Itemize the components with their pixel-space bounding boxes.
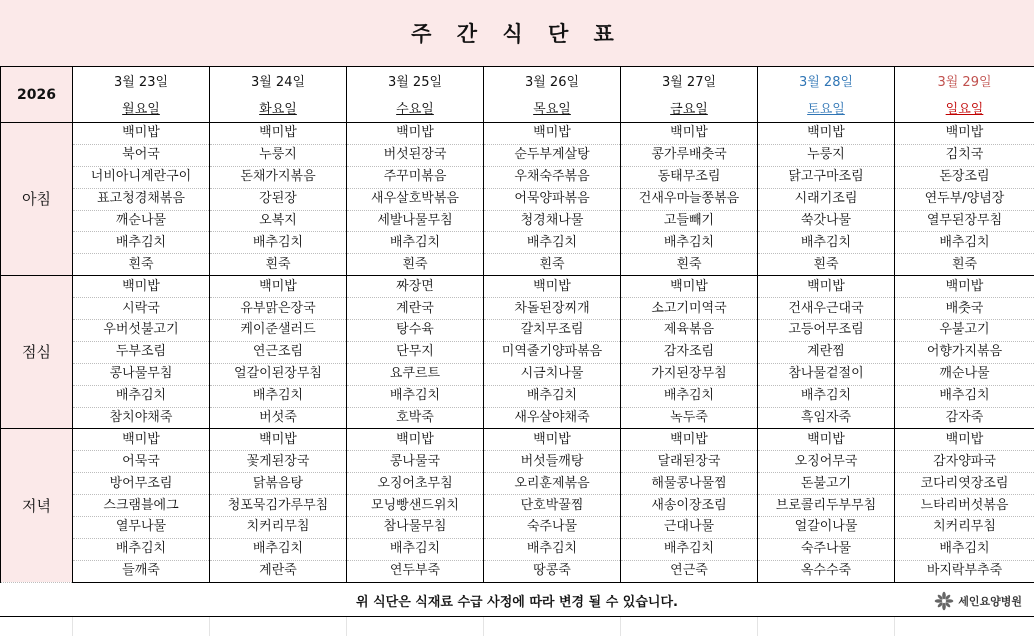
- menu-row: [1, 254, 1034, 276]
- menu-cell: 달래된장국: [621, 451, 758, 473]
- menu-row: [1, 385, 1034, 407]
- menu-cell: 유부맑은장국: [210, 298, 347, 320]
- menu-cell: 백미밥: [621, 123, 758, 145]
- menu-cell: 계란죽: [210, 560, 347, 582]
- menu-cell: 시락국: [73, 298, 210, 320]
- menu-cell: 순두부계살탕: [484, 144, 621, 166]
- weekday-header-row: [1, 99, 1034, 123]
- menu-cell: 세발나물무침: [347, 210, 484, 232]
- menu-cell: 연두부죽: [347, 560, 484, 582]
- menu-row: [1, 166, 1034, 188]
- menu-cell: 청경채나물: [484, 210, 621, 232]
- menu-cell: 너비아니계란구이: [73, 166, 210, 188]
- menu-cell: 백미밥: [210, 276, 347, 298]
- menu-cell: 콩나물국: [347, 451, 484, 473]
- menu-cell: 가지된장무침: [621, 363, 758, 385]
- menu-cell: 케이준샐러드: [210, 320, 347, 342]
- menu-cell: 단무지: [347, 341, 484, 363]
- menu-cell: 우버섯불고기: [73, 320, 210, 342]
- menu-cell: 배추김치: [621, 232, 758, 254]
- menu-cell: 배추김치: [73, 232, 210, 254]
- footer-note: 위 식단은 식재료 수급 사정에 따라 변경 될 수 있습니다.: [356, 595, 678, 610]
- menu-cell: 닭볶음탕: [210, 473, 347, 495]
- menu-cell: 백미밥: [347, 123, 484, 145]
- title-bar: [0, 0, 1034, 66]
- menu-cell: 콩나물무침: [73, 363, 210, 385]
- menu-cell: 배추김치: [621, 385, 758, 407]
- menu-cell: 백미밥: [73, 429, 210, 451]
- menu-cell: 돈채가지볶음: [210, 166, 347, 188]
- menu-cell: 청포묵김가루무침: [210, 495, 347, 517]
- menu-row: [1, 363, 1034, 385]
- menu-cell: 콩가루배춧국: [621, 144, 758, 166]
- weekday-header: 목요일: [484, 99, 621, 123]
- menu-cell: 배추김치: [895, 385, 1034, 407]
- date-header: 3월 27일: [621, 67, 758, 99]
- menu-cell: 배추김치: [347, 385, 484, 407]
- menu-cell: 어묵국: [73, 451, 210, 473]
- menu-cell: 백미밥: [895, 123, 1034, 145]
- menu-cell: 바지락부추죽: [895, 560, 1034, 582]
- menu-cell: 배추김치: [895, 232, 1034, 254]
- menu-cell: 참치야채죽: [73, 407, 210, 429]
- menu-cell: 모닝빵샌드위치: [347, 495, 484, 517]
- menu-cell: 연근조림: [210, 341, 347, 363]
- menu-cell: 브로콜리두부무침: [758, 495, 895, 517]
- menu-cell: 배추김치: [758, 232, 895, 254]
- menu-cell: 백미밥: [621, 276, 758, 298]
- menu-cell: 갈치무조림: [484, 320, 621, 342]
- menu-cell: 치커리무침: [895, 517, 1034, 539]
- menu-cell: 백미밥: [758, 123, 895, 145]
- menu-cell: 두부조림: [73, 341, 210, 363]
- menu-cell: 배추김치: [73, 385, 210, 407]
- menu-row: [1, 429, 1034, 451]
- menu-cell: 배추김치: [210, 538, 347, 560]
- menu-cell: 배추김치: [347, 538, 484, 560]
- menu-row: [1, 144, 1034, 166]
- weekday-header: 화요일: [210, 99, 347, 123]
- menu-cell: 느타리버섯볶음: [895, 495, 1034, 517]
- menu-cell: 배추김치: [758, 385, 895, 407]
- menu-row: [1, 232, 1034, 254]
- menu-cell: 우채숙주볶음: [484, 166, 621, 188]
- menu-cell: 단호박꿀찜: [484, 495, 621, 517]
- menu-cell: 오징어초무침: [347, 473, 484, 495]
- menu-cell: 흰죽: [758, 254, 895, 276]
- menu-cell: 백미밥: [484, 123, 621, 145]
- menu-cell: 시래기조림: [758, 188, 895, 210]
- menu-cell: 누룽지: [210, 144, 347, 166]
- weekday-header-saturday: 토요일: [758, 99, 895, 123]
- menu-row: [1, 451, 1034, 473]
- menu-cell: 배춧국: [895, 298, 1034, 320]
- menu-cell: 흰죽: [210, 254, 347, 276]
- menu-cell: 백미밥: [484, 276, 621, 298]
- footer: [0, 585, 1034, 617]
- menu-cell: 백미밥: [758, 276, 895, 298]
- menu-cell: 돈장조림: [895, 166, 1034, 188]
- menu-cell: 열무나물: [73, 517, 210, 539]
- menu-cell: 감자죽: [895, 407, 1034, 429]
- menu-row: [1, 560, 1034, 582]
- menu-cell: 흰죽: [73, 254, 210, 276]
- menu-cell: 꽃게된장국: [210, 451, 347, 473]
- menu-cell: 백미밥: [621, 429, 758, 451]
- menu-cell: 새우살호박볶음: [347, 188, 484, 210]
- date-header: 3월 23일: [73, 67, 210, 99]
- menu-cell: 흰죽: [621, 254, 758, 276]
- menu-cell: 닭고구마조림: [758, 166, 895, 188]
- menu-cell: 강된장: [210, 188, 347, 210]
- menu-cell: 고들빼기: [621, 210, 758, 232]
- menu-cell: 버섯된장국: [347, 144, 484, 166]
- menu-cell: 연두부/양념장: [895, 188, 1034, 210]
- page-title: 주 간 식 단 표: [411, 22, 623, 46]
- menu-cell: 흰죽: [347, 254, 484, 276]
- menu-cell: 깨순나물: [895, 363, 1034, 385]
- menu-row: [1, 341, 1034, 363]
- menu-cell: 들깨죽: [73, 560, 210, 582]
- menu-cell: 얼갈이된장무침: [210, 363, 347, 385]
- menu-cell: 백미밥: [210, 123, 347, 145]
- menu-cell: 탕수육: [347, 320, 484, 342]
- date-header: 3월 26일: [484, 67, 621, 99]
- year-cell: 2026: [1, 67, 73, 123]
- menu-cell: 요쿠르트: [347, 363, 484, 385]
- menu-cell: 오리훈제볶음: [484, 473, 621, 495]
- menu-cell: 호박죽: [347, 407, 484, 429]
- menu-cell: 계란국: [347, 298, 484, 320]
- menu-cell: 스크램블에그: [73, 495, 210, 517]
- menu-cell: 흑임자죽: [758, 407, 895, 429]
- date-header: 3월 25일: [347, 67, 484, 99]
- menu-cell: 백미밥: [73, 123, 210, 145]
- menu-cell: 우불고기: [895, 320, 1034, 342]
- menu-cell: 코다리엿장조림: [895, 473, 1034, 495]
- menu-cell: 백미밥: [758, 429, 895, 451]
- menu-cell: 백미밥: [347, 429, 484, 451]
- weekly-menu-table: [0, 66, 1034, 583]
- menu-cell: 계란찜: [758, 341, 895, 363]
- menu-cell: 건새우근대국: [758, 298, 895, 320]
- menu-row: [1, 298, 1034, 320]
- menu-row: [1, 495, 1034, 517]
- menu-cell: 배추김치: [895, 538, 1034, 560]
- date-header-saturday: 3월 28일: [758, 67, 895, 99]
- weekday-header: 수요일: [347, 99, 484, 123]
- menu-cell: 시금치나물: [484, 363, 621, 385]
- empty-grid-strip: [0, 617, 1034, 636]
- menu-cell: 배추김치: [484, 385, 621, 407]
- menu-cell: 버섯들깨탕: [484, 451, 621, 473]
- menu-body: [1, 123, 1034, 583]
- menu-cell: 버섯죽: [210, 407, 347, 429]
- menu-cell: 깨순나물: [73, 210, 210, 232]
- menu-cell: 소고기미역국: [621, 298, 758, 320]
- menu-cell: 옥수수죽: [758, 560, 895, 582]
- menu-cell: 배추김치: [347, 232, 484, 254]
- date-header: 3월 24일: [210, 67, 347, 99]
- meal-label: 아침: [1, 123, 73, 276]
- menu-cell: 얼갈이나물: [758, 517, 895, 539]
- menu-cell: 누룽지: [758, 144, 895, 166]
- meal-label: 저녁: [1, 429, 73, 582]
- menu-cell: 흰죽: [895, 254, 1034, 276]
- menu-cell: 참나물무침: [347, 517, 484, 539]
- flower-logo-icon: [934, 591, 954, 611]
- menu-cell: 새우살야채죽: [484, 407, 621, 429]
- date-header-row: [1, 67, 1034, 99]
- menu-row: [1, 517, 1034, 539]
- weekday-header: 월요일: [73, 99, 210, 123]
- menu-cell: 배추김치: [484, 538, 621, 560]
- menu-row: [1, 210, 1034, 232]
- menu-cell: 참나물겉절이: [758, 363, 895, 385]
- menu-cell: 짜장면: [347, 276, 484, 298]
- menu-cell: 백미밥: [484, 429, 621, 451]
- menu-cell: 백미밥: [895, 429, 1034, 451]
- menu-cell: 오징어무국: [758, 451, 895, 473]
- meal-label: 점심: [1, 276, 73, 429]
- menu-cell: 배추김치: [73, 538, 210, 560]
- menu-cell: 제육볶음: [621, 320, 758, 342]
- menu-cell: 감자양파국: [895, 451, 1034, 473]
- menu-cell: 백미밥: [895, 276, 1034, 298]
- menu-cell: 숙주나물: [758, 538, 895, 560]
- menu-cell: 쑥갓나물: [758, 210, 895, 232]
- menu-cell: 배추김치: [484, 232, 621, 254]
- menu-row: [1, 320, 1034, 342]
- menu-cell: 새송이장조림: [621, 495, 758, 517]
- menu-cell: 치커리무침: [210, 517, 347, 539]
- menu-cell: 동태무조림: [621, 166, 758, 188]
- weekday-header-sunday: 일요일: [895, 99, 1034, 123]
- menu-cell: 흰죽: [484, 254, 621, 276]
- menu-row: [1, 538, 1034, 560]
- menu-cell: 어향가지볶음: [895, 341, 1034, 363]
- menu-cell: 주꾸미볶음: [347, 166, 484, 188]
- menu-cell: 배추김치: [621, 538, 758, 560]
- menu-row: [1, 123, 1034, 145]
- menu-cell: 돈불고기: [758, 473, 895, 495]
- menu-cell: 배추김치: [210, 232, 347, 254]
- menu-cell: 백미밥: [73, 276, 210, 298]
- menu-cell: 차돌된장찌개: [484, 298, 621, 320]
- menu-cell: 오복지: [210, 210, 347, 232]
- menu-cell: 방어무조림: [73, 473, 210, 495]
- menu-cell: 배추김치: [210, 385, 347, 407]
- menu-row: [1, 407, 1034, 429]
- menu-cell: 녹두죽: [621, 407, 758, 429]
- menu-cell: 열무된장무침: [895, 210, 1034, 232]
- weekday-header: 금요일: [621, 99, 758, 123]
- menu-cell: 어묵양파볶음: [484, 188, 621, 210]
- menu-row: [1, 473, 1034, 495]
- menu-cell: 감자조림: [621, 341, 758, 363]
- date-header-sunday: 3월 29일: [895, 67, 1034, 99]
- menu-cell: 고등어무조림: [758, 320, 895, 342]
- menu-cell: 백미밥: [210, 429, 347, 451]
- menu-cell: 숙주나물: [484, 517, 621, 539]
- menu-cell: 북어국: [73, 144, 210, 166]
- menu-cell: 건새우마늘쫑볶음: [621, 188, 758, 210]
- menu-cell: 근대나물: [621, 517, 758, 539]
- menu-cell: 해물콩나물찜: [621, 473, 758, 495]
- menu-cell: 미역줄기양파볶음: [484, 341, 621, 363]
- hospital-logo: [934, 591, 1022, 611]
- menu-cell: 표고청경채볶음: [73, 188, 210, 210]
- menu-cell: 김치국: [895, 144, 1034, 166]
- menu-cell: 연근죽: [621, 560, 758, 582]
- menu-row: [1, 188, 1034, 210]
- logo-text: 세인요양병원: [958, 595, 1022, 608]
- menu-row: [1, 276, 1034, 298]
- menu-cell: 땅콩죽: [484, 560, 621, 582]
